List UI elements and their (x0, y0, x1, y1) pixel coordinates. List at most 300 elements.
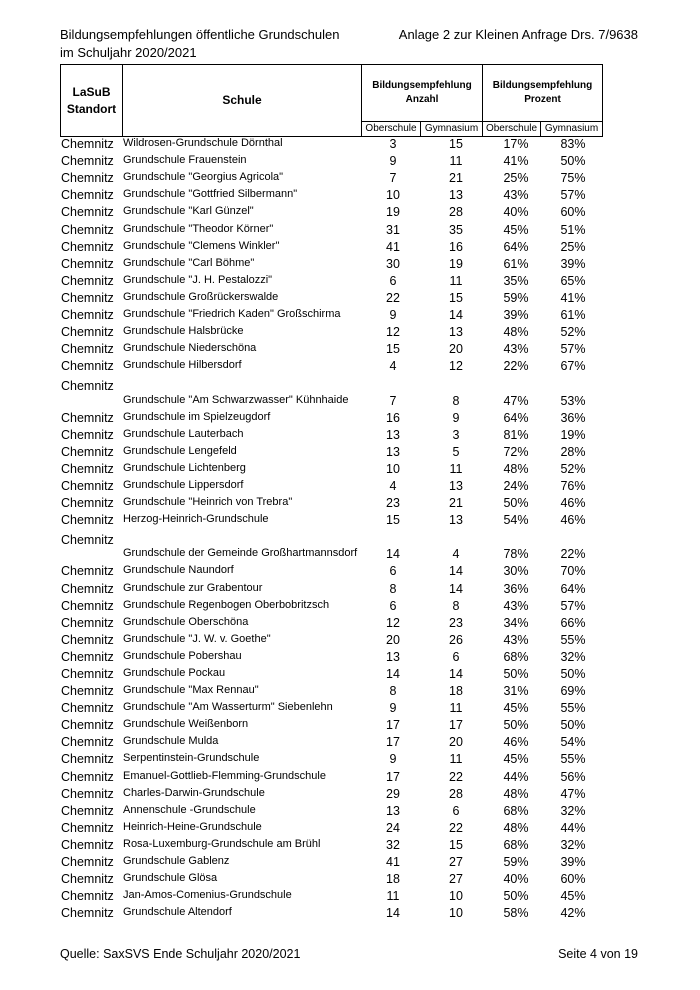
cell-oberschule-count: 41 (386, 855, 400, 870)
cell-oberschule-count: 32 (386, 837, 400, 852)
cell-schule: Grundschule "Carl Böhme" (123, 256, 255, 269)
cell-schule: Grundschule Pockau (123, 667, 226, 679)
cell-gymnasium-count: 28 (449, 205, 463, 220)
header-schule: Schule (123, 65, 362, 137)
cell-schule: Grundschule Frauenstein (123, 154, 247, 167)
cell-gymnasium-percent: 55% (560, 752, 586, 767)
cell-gymnasium-percent: 83% (560, 137, 586, 152)
table-row (60, 665, 620, 682)
cell-gymnasium-count: 14 (449, 581, 463, 596)
cell-gymnasium-count: 27 (449, 872, 463, 887)
cell-schule: Herzog-Heinrich-Grundschule (123, 513, 269, 526)
table-row (60, 323, 620, 340)
cell-oberschule-count: 14 (386, 906, 400, 921)
cell-gymnasium-count: 13 (449, 513, 463, 528)
cell-standort: Chemnitz (61, 137, 114, 152)
cell-schule: Grundschule Halsbrücke (123, 325, 244, 338)
cell-oberschule-percent: 46% (503, 735, 529, 750)
cell-schule: Grundschule "Friedrich Kaden" Großschirma (123, 308, 341, 321)
cell-gymnasium-percent: 76% (560, 478, 586, 493)
cell-oberschule-percent: 48% (503, 325, 529, 340)
cell-oberschule-percent: 30% (503, 564, 529, 579)
cell-standort: Chemnitz (61, 820, 114, 835)
cell-oberschule-percent: 59% (503, 290, 529, 305)
cell-oberschule-count: 14 (386, 667, 400, 681)
cell-standort: Chemnitz (61, 598, 114, 613)
cell-gymnasium-count: 35 (449, 222, 463, 237)
cell-gymnasium-count: 27 (449, 855, 463, 870)
table-row (60, 306, 620, 323)
table-row (60, 785, 620, 802)
cell-oberschule-count: 23 (386, 496, 400, 511)
cell-schule: Grundschule "Am Schwarzwasser" Kühnhaide (123, 393, 349, 406)
cell-gymnasium-count: 11 (449, 461, 463, 476)
cell-oberschule-count: 3 (389, 137, 397, 152)
table-row (60, 511, 620, 528)
cell-oberschule-percent: 81% (503, 427, 529, 442)
cell-schule: Grundschule "J. H. Pestalozzi" (123, 273, 273, 286)
cell-gymnasium-count: 15 (449, 290, 463, 305)
cell-schule: Grundschule "Karl Günzel" (123, 205, 254, 218)
cell-oberschule-percent: 45% (503, 222, 529, 237)
table-row (60, 904, 620, 921)
cell-schule: Rosa-Luxemburg-Grundschule am Brühl (123, 837, 321, 850)
cell-gymnasium-percent: 64% (560, 581, 586, 596)
cell-gymnasium-count: 11 (449, 273, 463, 288)
table-row (60, 152, 620, 169)
cell-schule: Grundschule "Georgius Agricola" (123, 171, 284, 184)
cell-oberschule-percent: 58% (503, 906, 529, 921)
cell-oberschule-percent: 43% (503, 188, 529, 203)
cell-gymnasium-percent: 50% (560, 154, 586, 169)
table-row (60, 169, 620, 186)
cell-gymnasium-count: 15 (449, 837, 463, 852)
cell-oberschule-percent: 50% (503, 718, 529, 733)
cell-oberschule-percent: 48% (503, 461, 529, 476)
cell-gymnasium-percent: 51% (560, 222, 586, 237)
cell-gymnasium-percent: 60% (560, 205, 586, 220)
cell-oberschule-percent: 68% (503, 837, 529, 852)
cell-oberschule-count: 9 (389, 154, 397, 169)
cell-oberschule-count: 13 (386, 444, 400, 459)
cell-oberschule-count: 7 (389, 171, 397, 186)
cell-gymnasium-percent: 46% (560, 513, 586, 528)
cell-standort: Chemnitz (61, 684, 114, 699)
header-lasub-standort: LaSuB Standort (61, 65, 123, 137)
cell-schule: Charles-Darwin-Grundschule (123, 786, 265, 799)
cell-gymnasium-percent: 52% (560, 325, 586, 340)
header-gymnasium-percent: Gymnasium (541, 122, 603, 137)
cell-standort: Chemnitz (61, 837, 114, 852)
cell-schule: Grundschule Lauterbach (123, 427, 244, 440)
table-header (60, 64, 602, 135)
cell-oberschule-percent: 68% (503, 803, 529, 818)
cell-gymnasium-percent: 75% (560, 171, 586, 186)
cell-schule: Grundschule "Heinrich von Trebra" (123, 496, 293, 509)
table-row (60, 528, 620, 562)
cell-oberschule-percent: 50% (503, 667, 529, 681)
cell-gymnasium-percent: 66% (560, 615, 586, 630)
cell-standort: Chemnitz (61, 325, 114, 340)
cell-gymnasium-count: 11 (449, 154, 463, 169)
cell-schule: Grundschule "Max Rennau" (123, 684, 259, 697)
cell-schule: Grundschule Hilbersdorf (123, 359, 242, 372)
cell-gymnasium-percent: 56% (560, 769, 586, 784)
page-number: Seite 4 von 19 (558, 947, 638, 961)
source-note: Quelle: SaxSVS Ende Schuljahr 2020/2021 (60, 947, 301, 961)
cell-gymnasium-percent: 28% (560, 444, 586, 459)
cell-schule: Jan-Amos-Comenius-Grundschule (123, 889, 292, 902)
cell-standort: Chemnitz (61, 444, 114, 459)
cell-standort: Chemnitz (61, 564, 114, 579)
cell-standort: Chemnitz (61, 461, 114, 476)
table-row (60, 631, 620, 648)
cell-standort: Chemnitz (61, 222, 114, 237)
title-line-1: Bildungsempfehlungen öffentliche Grundschulen (60, 27, 340, 42)
cell-oberschule-percent: 64% (503, 239, 529, 254)
cell-gymnasium-count: 20 (449, 735, 463, 750)
cell-oberschule-count: 9 (389, 701, 397, 716)
cell-standort: Chemnitz (61, 581, 114, 596)
table-row (60, 836, 620, 853)
cell-standort: Chemnitz (61, 379, 114, 394)
cell-oberschule-percent: 47% (503, 393, 529, 408)
table-row (60, 374, 620, 408)
cell-gymnasium-percent: 55% (560, 632, 586, 647)
cell-gymnasium-count: 18 (449, 684, 463, 699)
cell-oberschule-percent: 44% (503, 769, 529, 784)
cell-oberschule-count: 17 (386, 735, 400, 750)
cell-gymnasium-count: 6 (452, 649, 460, 664)
cell-oberschule-percent: 72% (503, 444, 529, 459)
cell-oberschule-percent: 25% (503, 171, 529, 186)
table-row (60, 135, 620, 152)
cell-gymnasium-count: 20 (449, 342, 463, 357)
cell-standort: Chemnitz (61, 735, 114, 750)
table-row (60, 357, 620, 374)
cell-gymnasium-percent: 22% (560, 547, 586, 562)
cell-standort: Chemnitz (61, 478, 114, 493)
cell-schule: Grundschule Regenbogen Oberbobritzsch (123, 598, 330, 611)
cell-oberschule-percent: 34% (503, 615, 529, 630)
cell-oberschule-count: 12 (386, 325, 400, 340)
cell-oberschule-percent: 40% (503, 205, 529, 220)
cell-gymnasium-count: 22 (449, 769, 463, 784)
cell-oberschule-count: 13 (386, 427, 400, 442)
cell-oberschule-count: 6 (389, 273, 397, 288)
cell-oberschule-count: 16 (386, 410, 400, 425)
cell-standort: Chemnitz (61, 803, 114, 818)
cell-gymnasium-count: 8 (452, 393, 460, 408)
cell-schule: Wildrosen-Grundschule Dörnthal (123, 137, 283, 150)
cell-standort: Chemnitz (61, 273, 114, 288)
cell-oberschule-count: 7 (389, 393, 397, 408)
cell-gymnasium-percent: 53% (560, 393, 586, 408)
cell-gymnasium-percent: 46% (560, 496, 586, 511)
annex-reference: Anlage 2 zur Kleinen Anfrage Drs. 7/9638 (398, 27, 638, 42)
cell-oberschule-count: 4 (389, 478, 397, 493)
cell-schule: Grundschule "Am Wasserturm" Siebenlehn (123, 701, 333, 714)
cell-gymnasium-count: 21 (449, 171, 463, 186)
table-row (60, 494, 620, 511)
cell-gymnasium-percent: 60% (560, 872, 586, 887)
cell-schule: Grundschule Lengefeld (123, 444, 237, 457)
cell-schule: Grundschule Pobershau (123, 649, 242, 662)
table-row (60, 255, 620, 272)
cell-schule: Grundschule Gablenz (123, 855, 230, 868)
cell-oberschule-percent: 17% (503, 137, 529, 152)
cell-standort: Chemnitz (61, 256, 114, 271)
cell-gymnasium-count: 15 (449, 137, 463, 152)
cell-standort: Chemnitz (61, 533, 114, 548)
cell-gymnasium-percent: 50% (560, 718, 586, 733)
cell-schule: Grundschule der Gemeinde Großhartmannsdorf (123, 547, 358, 560)
cell-schule: Grundschule Oberschöna (123, 615, 249, 628)
cell-oberschule-count: 15 (386, 342, 400, 357)
cell-schule: Grundschule Mulda (123, 735, 219, 748)
cell-schule: Grundschule Glösa (123, 872, 218, 885)
cell-standort: Chemnitz (61, 906, 114, 921)
cell-oberschule-percent: 39% (503, 308, 529, 323)
cell-standort: Chemnitz (61, 205, 114, 220)
cell-gymnasium-count: 21 (449, 496, 463, 511)
cell-schule: Grundschule "Gottfried Silbermann" (123, 188, 298, 201)
table-row (60, 220, 620, 237)
cell-standort: Chemnitz (61, 649, 114, 664)
cell-oberschule-percent: 54% (503, 513, 529, 528)
cell-gymnasium-count: 14 (449, 564, 463, 579)
cell-oberschule-count: 4 (389, 359, 397, 374)
cell-oberschule-percent: 48% (503, 786, 529, 801)
cell-gymnasium-count: 28 (449, 786, 463, 801)
cell-standort: Chemnitz (61, 752, 114, 767)
cell-schule: Grundschule zur Grabentour (123, 581, 263, 594)
cell-schule: Grundschule Naundorf (123, 564, 234, 577)
cell-gymnasium-count: 11 (449, 752, 463, 767)
cell-oberschule-percent: 48% (503, 820, 529, 835)
cell-gymnasium-percent: 19% (560, 427, 586, 442)
cell-schule: Grundschule "Clemens Winkler" (123, 239, 280, 252)
table-row (60, 203, 620, 220)
header-gymnasium-count: Gymnasium (421, 122, 483, 137)
cell-oberschule-percent: 43% (503, 632, 529, 647)
cell-oberschule-count: 22 (386, 290, 400, 305)
cell-gymnasium-count: 5 (452, 444, 460, 459)
table-row (60, 767, 620, 784)
cell-oberschule-count: 11 (386, 889, 400, 904)
cell-oberschule-percent: 64% (503, 410, 529, 425)
table-row (60, 614, 620, 631)
cell-standort: Chemnitz (61, 632, 114, 647)
table-row (60, 562, 620, 579)
document-title (60, 26, 339, 62)
cell-standort: Chemnitz (61, 513, 114, 528)
cell-standort: Chemnitz (61, 701, 114, 716)
cell-oberschule-count: 10 (386, 188, 400, 203)
table-row (60, 819, 620, 836)
cell-gymnasium-percent: 36% (560, 410, 586, 425)
cell-oberschule-count: 29 (386, 786, 400, 801)
cell-oberschule-percent: 36% (503, 581, 529, 596)
cell-oberschule-count: 41 (386, 239, 400, 254)
cell-gymnasium-percent: 44% (560, 820, 586, 835)
cell-oberschule-count: 18 (386, 872, 400, 887)
cell-schule: Grundschule im Spielzeugdorf (123, 410, 271, 423)
cell-oberschule-percent: 45% (503, 752, 529, 767)
cell-oberschule-percent: 50% (503, 889, 529, 904)
cell-gymnasium-count: 8 (452, 598, 460, 613)
cell-gymnasium-percent: 42% (560, 906, 586, 921)
cell-schule: Grundschule Großrückerswalde (123, 290, 279, 303)
cell-oberschule-percent: 31% (503, 684, 529, 699)
cell-gymnasium-count: 22 (449, 820, 463, 835)
cell-gymnasium-percent: 61% (560, 308, 586, 323)
cell-standort: Chemnitz (61, 290, 114, 305)
cell-standort: Chemnitz (61, 427, 114, 442)
table-row (60, 802, 620, 819)
cell-oberschule-count: 9 (389, 308, 397, 323)
table-row (60, 733, 620, 750)
table-row (60, 699, 620, 716)
cell-oberschule-percent: 43% (503, 342, 529, 357)
cell-schule: Grundschule Lippersdorf (123, 478, 244, 491)
cell-gymnasium-percent: 57% (560, 598, 586, 613)
cell-gymnasium-percent: 57% (560, 188, 586, 203)
table-row (60, 750, 620, 767)
cell-gymnasium-percent: 52% (560, 461, 586, 476)
table-row (60, 340, 620, 357)
cell-oberschule-count: 17 (386, 718, 400, 733)
cell-standort: Chemnitz (61, 342, 114, 357)
cell-oberschule-percent: 24% (503, 478, 529, 493)
header-group-anzahl: Bildungsempfehlung Anzahl (362, 65, 483, 122)
cell-standort: Chemnitz (61, 855, 114, 870)
cell-standort: Chemnitz (61, 410, 114, 425)
cell-gymnasium-count: 23 (449, 615, 463, 630)
cell-oberschule-percent: 22% (503, 359, 529, 374)
cell-oberschule-count: 8 (389, 684, 397, 699)
table-row (60, 853, 620, 870)
table-row (60, 238, 620, 255)
cell-gymnasium-count: 17 (449, 718, 463, 733)
cell-standort: Chemnitz (61, 718, 114, 733)
cell-gymnasium-percent: 39% (560, 256, 586, 271)
table-row (60, 682, 620, 699)
table-row (60, 597, 620, 614)
cell-oberschule-count: 15 (386, 513, 400, 528)
cell-oberschule-percent: 35% (503, 273, 529, 288)
table-row (60, 443, 620, 460)
cell-oberschule-percent: 61% (503, 256, 529, 271)
cell-oberschule-percent: 40% (503, 872, 529, 887)
cell-gymnasium-count: 9 (452, 410, 460, 425)
cell-gymnasium-count: 13 (449, 325, 463, 340)
cell-standort: Chemnitz (61, 667, 114, 681)
table-row (60, 272, 620, 289)
cell-standort: Chemnitz (61, 615, 114, 630)
cell-gymnasium-percent: 67% (560, 359, 586, 374)
cell-schule: Serpentinstein-Grundschule (123, 752, 260, 765)
table-row (60, 579, 620, 596)
table-row (60, 289, 620, 306)
cell-gymnasium-count: 6 (452, 803, 460, 818)
cell-gymnasium-percent: 69% (560, 684, 586, 699)
cell-standort: Chemnitz (61, 872, 114, 887)
cell-gymnasium-count: 3 (452, 427, 460, 442)
cell-gymnasium-count: 14 (449, 308, 463, 323)
cell-schule: Annenschule -Grundschule (123, 803, 256, 816)
cell-schule: Grundschule Niederschöna (123, 342, 257, 355)
cell-gymnasium-percent: 57% (560, 342, 586, 357)
cell-gymnasium-count: 14 (449, 667, 463, 681)
cell-oberschule-count: 20 (386, 632, 400, 647)
cell-schule: Grundschule Weißenborn (123, 718, 249, 731)
cell-oberschule-percent: 41% (503, 154, 529, 169)
cell-gymnasium-percent: 32% (560, 837, 586, 852)
cell-oberschule-percent: 78% (503, 547, 529, 562)
cell-gymnasium-count: 13 (449, 478, 463, 493)
cell-gymnasium-percent: 65% (560, 273, 586, 288)
table-row (60, 716, 620, 733)
cell-schule: Grundschule Lichtenberg (123, 461, 246, 474)
cell-gymnasium-percent: 32% (560, 803, 586, 818)
table-body (60, 135, 620, 921)
cell-gymnasium-count: 10 (449, 906, 463, 921)
cell-gymnasium-percent: 45% (560, 889, 586, 904)
cell-gymnasium-percent: 39% (560, 855, 586, 870)
cell-gymnasium-percent: 55% (560, 701, 586, 716)
cell-schule: Emanuel-Gottlieb-Flemming-Grundschule (123, 769, 326, 782)
cell-oberschule-count: 10 (386, 461, 400, 476)
cell-standort: Chemnitz (61, 239, 114, 254)
cell-standort: Chemnitz (61, 359, 114, 374)
cell-oberschule-count: 24 (386, 820, 400, 835)
table-row (60, 409, 620, 426)
cell-standort: Chemnitz (61, 496, 114, 511)
cell-standort: Chemnitz (61, 171, 114, 186)
cell-oberschule-count: 6 (389, 564, 397, 579)
cell-standort: Chemnitz (61, 769, 114, 784)
cell-gymnasium-percent: 47% (560, 786, 586, 801)
cell-standort: Chemnitz (61, 786, 114, 801)
cell-gymnasium-percent: 50% (560, 667, 586, 681)
cell-oberschule-count: 12 (386, 615, 400, 630)
cell-oberschule-percent: 59% (503, 855, 529, 870)
cell-gymnasium-count: 4 (452, 547, 460, 562)
cell-gymnasium-count: 13 (449, 188, 463, 203)
cell-schule: Grundschule "Theodor Körner" (123, 222, 274, 235)
cell-oberschule-count: 9 (389, 752, 397, 767)
cell-gymnasium-percent: 25% (560, 239, 586, 254)
cell-oberschule-count: 19 (386, 205, 400, 220)
cell-oberschule-percent: 50% (503, 496, 529, 511)
cell-oberschule-percent: 45% (503, 701, 529, 716)
cell-schule: Grundschule Altendorf (123, 906, 232, 919)
cell-gymnasium-count: 26 (449, 632, 463, 647)
cell-gymnasium-count: 11 (449, 701, 463, 716)
cell-standort: Chemnitz (61, 188, 114, 203)
header-oberschule-percent: Oberschule (483, 122, 541, 137)
cell-gymnasium-percent: 70% (560, 564, 586, 579)
cell-standort: Chemnitz (61, 154, 114, 169)
cell-gymnasium-count: 16 (449, 239, 463, 254)
table-row (60, 460, 620, 477)
cell-oberschule-count: 30 (386, 256, 400, 271)
cell-gymnasium-percent: 54% (560, 735, 586, 750)
cell-gymnasium-percent: 32% (560, 649, 586, 664)
table-row (60, 870, 620, 887)
cell-oberschule-count: 17 (386, 769, 400, 784)
